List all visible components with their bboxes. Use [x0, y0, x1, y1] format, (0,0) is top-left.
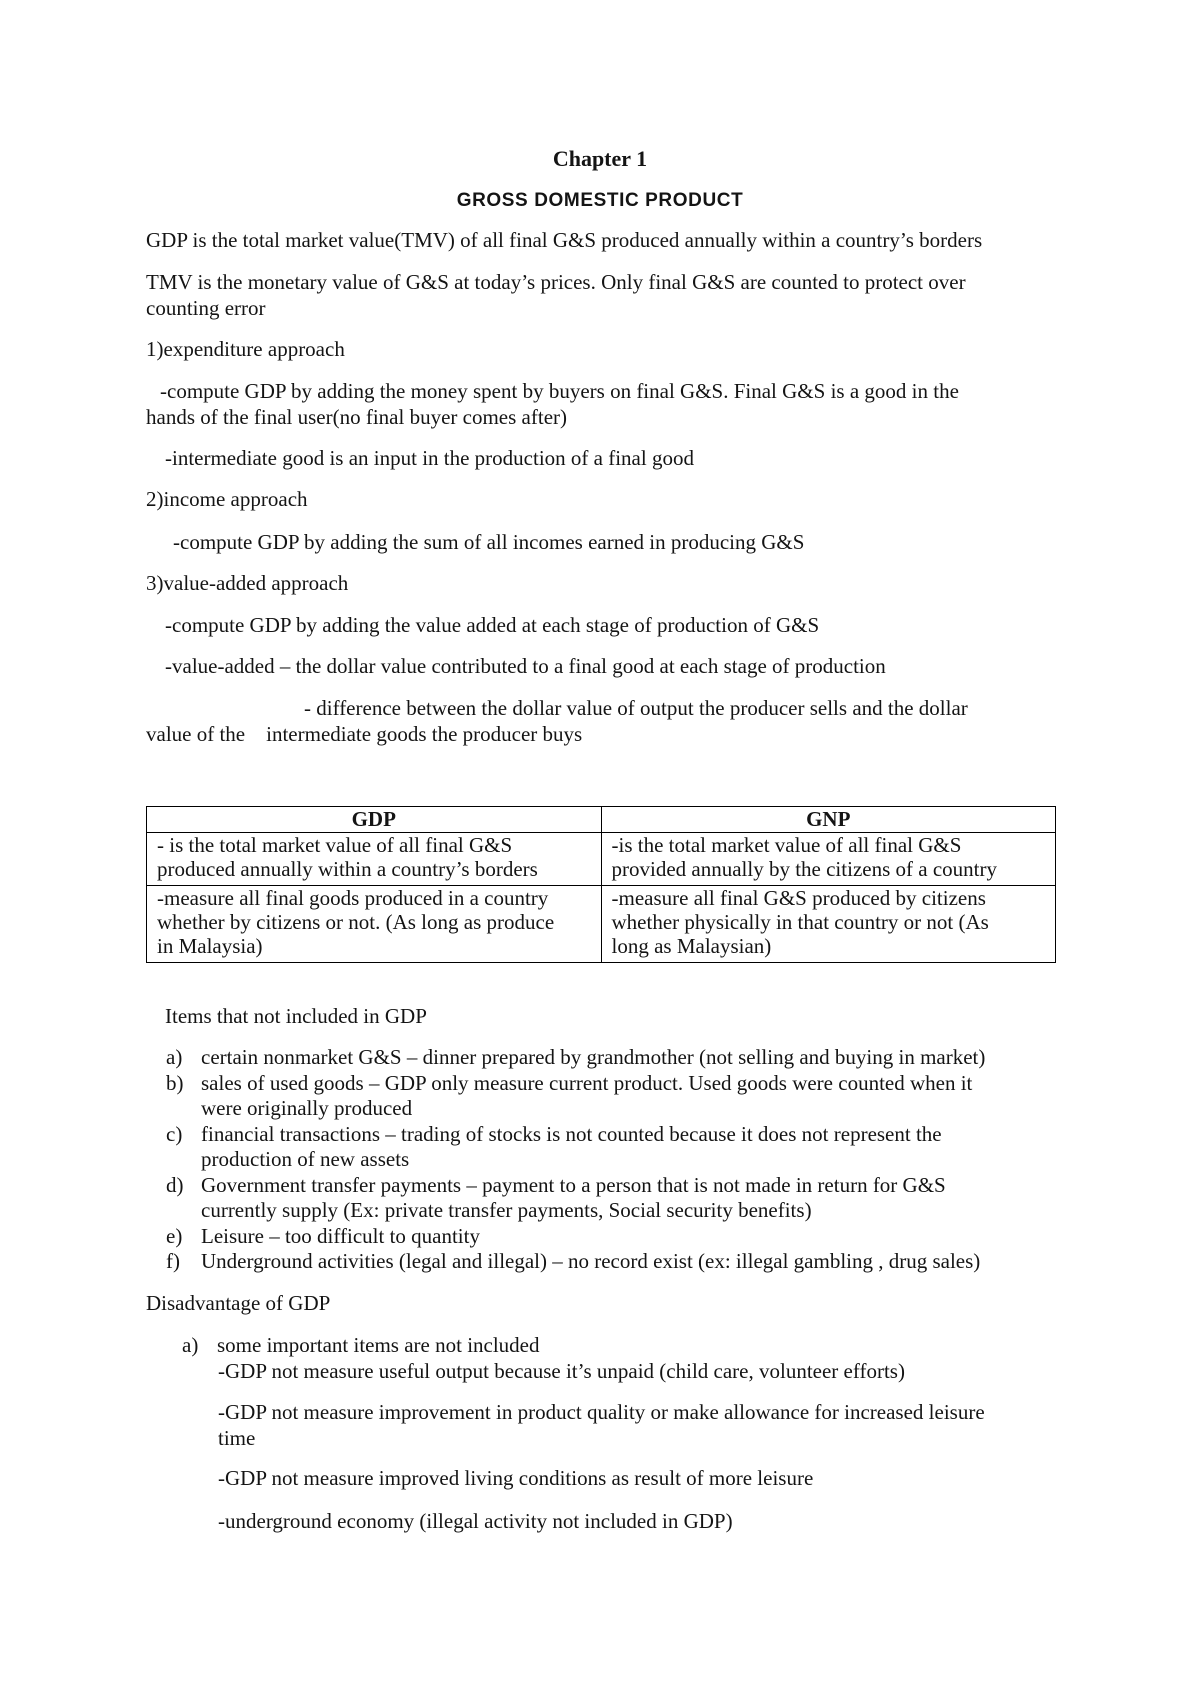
value-added-approach-heading: 3)value-added approach: [146, 571, 349, 595]
list-item-text: Underground activities (legal and illegal) – no record exist (ex: illegal gambling , drug sales): [201, 1249, 981, 1273]
list-item: [166, 1071, 1176, 1122]
tmv-definition: TMV is the monetary value of G&S at today’s prices. Only final G&S are counted to protect over counting error: [146, 270, 966, 320]
list-item: [166, 1045, 1176, 1071]
disadvantage-note: -GDP not measure improvement in product quality or make allowance for increased leisure time: [218, 1400, 985, 1450]
value-added-difference: - difference between the dollar value of output the producer sells and the dollar value of the intermediate goods the producer buys: [146, 696, 968, 746]
list-marker: f): [166, 1249, 180, 1273]
list-item: [182, 1333, 1192, 1359]
table-cell: -measure all final goods produced in a country whether by citizens or not. (As long as produce in Malaysia): [147, 886, 602, 963]
disadvantages-heading: Disadvantage of GDP: [146, 1291, 331, 1315]
list-marker: b): [166, 1070, 184, 1095]
table-header-gnp: GNP: [601, 807, 1056, 833]
list-item: [166, 1249, 1176, 1275]
disadvantage-note: -underground economy (illegal activity not included in GDP): [218, 1509, 733, 1533]
chapter-heading: Chapter 1: [552, 146, 648, 171]
list-item-text: some important items are not included: [217, 1333, 540, 1357]
table-header-row: [147, 807, 1056, 833]
list-item-text: financial transactions – trading of stocks is not counted because it does not represent the production of new assets: [201, 1121, 942, 1171]
table-row: [147, 886, 1056, 963]
list-marker: a): [166, 1045, 183, 1069]
expenditure-approach-heading: 1)expenditure approach: [146, 337, 345, 361]
list-marker: a): [182, 1333, 199, 1357]
gdp-gnp-comparison-table: [146, 806, 1056, 963]
expenditure-approach-point: -compute GDP by adding the money spent by buyers on final G&S. Final G&S is a good in the hands of the final user(no final buyer comes after): [146, 379, 959, 429]
value-added-approach-point: -compute GDP by adding the value added at each stage of production of G&S: [165, 613, 820, 637]
income-approach-heading: 2)income approach: [146, 487, 308, 511]
disadvantage-note: -GDP not measure useful output because it’s unpaid (child care, volunteer efforts): [218, 1359, 905, 1383]
list-marker: e): [166, 1223, 183, 1248]
disadvantages-list: [182, 1333, 1192, 1359]
list-item: [166, 1122, 1176, 1173]
table-cell: - is the total market value of all final G&S produced annually within a country’s borders: [147, 833, 602, 886]
value-added-definition: -value-added – the dollar value contributed to a final good at each stage of production: [165, 654, 886, 678]
page-title: GROSS DOMESTIC PRODUCT: [456, 190, 744, 211]
list-marker: c): [166, 1121, 183, 1146]
disadvantage-note: -GDP not measure improved living conditions as result of more leisure: [218, 1466, 814, 1490]
list-item-text: Leisure – too difficult to quantity: [201, 1223, 480, 1248]
excluded-items-list: [166, 1045, 1176, 1275]
income-approach-point: -compute GDP by adding the sum of all incomes earned in producing G&S: [173, 530, 805, 554]
list-item: [166, 1224, 1176, 1250]
table-cell: -measure all final G&S produced by citizens whether physically in that country or not (As long as Malaysian): [601, 886, 1056, 963]
list-item: [166, 1173, 1176, 1224]
list-item-text: sales of used goods – GDP only measure current product. Used goods were counted when it were originally produced: [201, 1070, 973, 1120]
table-cell: -is the total market value of all final G&S provided annually by the citizens of a country: [601, 833, 1056, 886]
intermediate-good-point: -intermediate good is an input in the production of a final good: [165, 446, 694, 470]
list-item-text: certain nonmarket G&S – dinner prepared by grandmother (not selling and buying in market): [201, 1045, 986, 1069]
gdp-definition: GDP is the total market value(TMV) of all final G&S produced annually within a country’s borders: [146, 228, 983, 252]
list-marker: d): [166, 1172, 184, 1197]
list-item-text: Government transfer payments – payment to a person that is not made in return for G&S currently supply (Ex: private transfer payments, Social security benefits): [201, 1172, 946, 1222]
table-row: [147, 833, 1056, 886]
table-header-gdp: GDP: [147, 807, 602, 833]
excluded-items-heading: Items that not included in GDP: [165, 1004, 427, 1028]
